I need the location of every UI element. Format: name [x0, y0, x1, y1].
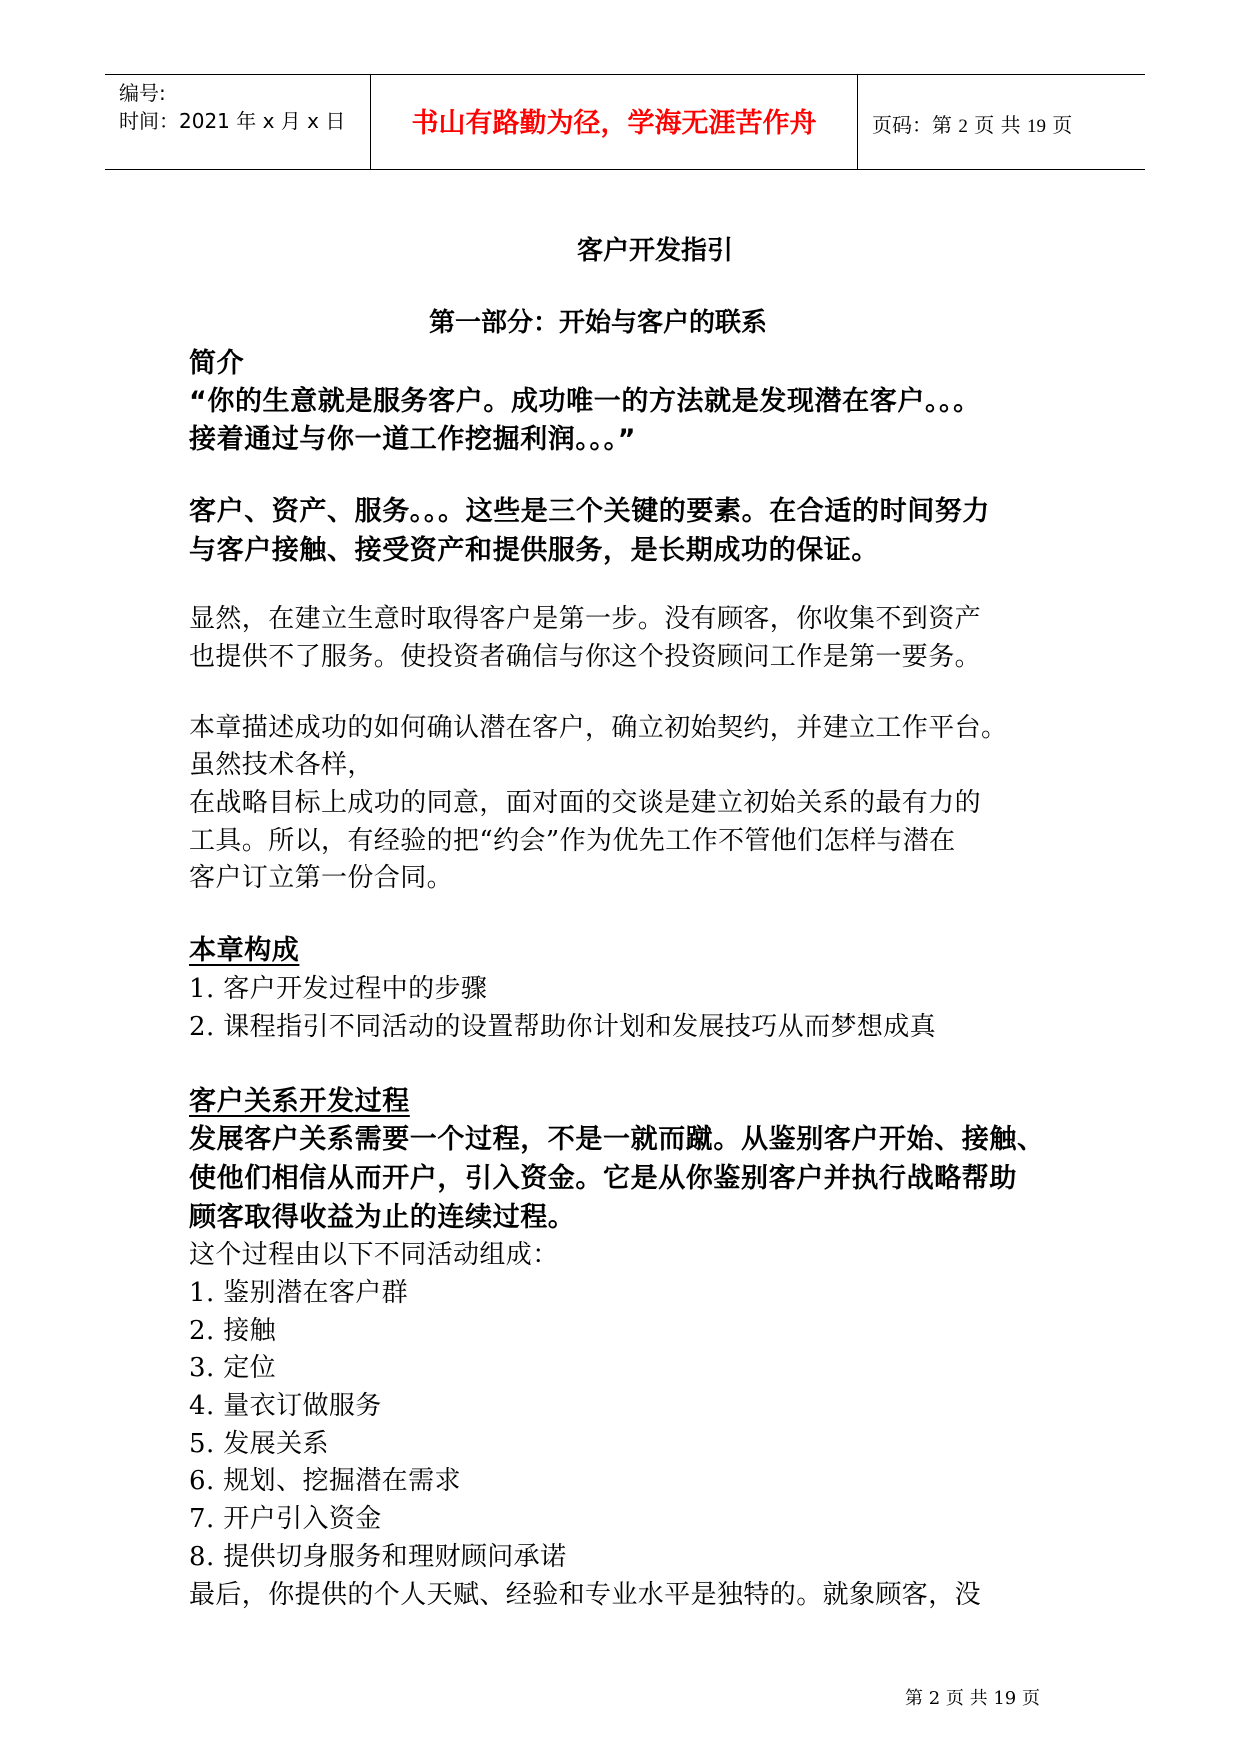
document-title: 客户开发指引: [577, 236, 734, 266]
document-time-label: 时间：2021 年 x 月 x 日: [119, 109, 346, 133]
chapter-item: 1. 客户开发过程中的步骤: [189, 974, 488, 1004]
process-item: 2. 接触: [189, 1316, 277, 1346]
process-intro: 这个过程由以下不同活动组成：: [189, 1240, 559, 1270]
process-bold-line-2: 使他们相信从而开户，引入资金。它是从你鉴别客户并执行战略帮助: [189, 1163, 1017, 1194]
chapter-item: 2. 课程指引不同活动的设置帮助你计划和发展技巧从而梦想成真: [189, 1012, 937, 1042]
part-title: 第一部分：开始与客户的联系: [429, 308, 768, 338]
page-header: [105, 74, 1145, 170]
process-item: 7. 开户引入资金: [189, 1504, 382, 1534]
header-motto-cell: [371, 75, 858, 169]
quote-line-2: 接着通过与你一道工作挖掘利润。。。”: [189, 424, 637, 455]
process-item: 6. 规划、挖掘潜在需求: [189, 1466, 461, 1496]
document-number-label: 编号:: [119, 81, 166, 105]
paragraph-2-line-1: 本章描述成功的如何确认潜在客户，确立初始契约，并建立工作平台。: [189, 713, 1008, 743]
header-page-cell: [858, 75, 1145, 169]
paragraph-1-line-1: 显然，在建立生意时取得客户是第一步。没有顾客，你收集不到资产: [189, 604, 982, 634]
header-info-cell: [105, 75, 371, 169]
chapter-heading: 本章构成: [189, 935, 300, 966]
process-item: 8. 提供切身服务和理财顾问承诺: [189, 1542, 567, 1572]
page-footer: 第 2 页 共 19 页: [905, 1688, 1040, 1709]
header-page-info: [872, 109, 1072, 138]
last-line: 最后，你提供的个人天赋、经验和专业水平是独特的。就象顾客，没: [189, 1580, 982, 1610]
paragraph-2-line-3: 在战略目标上成功的同意，面对面的交谈是建立初始关系的最有力的: [189, 788, 982, 818]
process-item: 3. 定位: [189, 1353, 277, 1383]
process-item: 1. 鉴别潜在客户群: [189, 1278, 409, 1308]
process-heading: 客户关系开发过程: [189, 1086, 410, 1117]
process-bold-line-3: 顾客取得收益为止的连续过程。: [189, 1202, 576, 1233]
key-elements-line-1: 客户、资产、服务。。。这些是三个关键的要素。在合适的时间努力: [189, 496, 990, 527]
key-elements-line-2: 与客户接触、接受资产和提供服务，是长期成功的保证。: [189, 535, 879, 566]
page-suffix: 页: [1045, 113, 1073, 137]
header-motto: 书山有路勤为径，学海无涯苦作舟: [411, 108, 817, 139]
quote-line-1: “你的生意就是服务客户。成功唯一的方法就是发现潜在客户。。。: [189, 386, 981, 417]
paragraph-1-line-2: 也提供不了服务。使投资者确信与你这个投资顾问工作是第一要务。: [189, 642, 982, 672]
process-item: 4. 量衣订做服务: [189, 1391, 382, 1421]
page-prefix: 页码：第: [872, 113, 959, 137]
process-bold-line-1: 发展客户关系需要一个过程，不是一就而蹴。从鉴别客户开始、接触、: [189, 1124, 1045, 1155]
intro-heading: 简介: [189, 348, 245, 379]
paragraph-2-line-2: 虽然技术各样，: [189, 750, 374, 780]
page-total: 19: [1026, 116, 1046, 137]
page-number: 2: [958, 116, 968, 137]
process-item: 5. 发展关系: [189, 1429, 329, 1459]
paragraph-2-line-5: 客户订立第一份合同。: [189, 863, 454, 893]
page-mid: 页 共: [967, 113, 1027, 137]
paragraph-2-line-4: 工具。所以，有经验的把“约会”作为优先工作不管他们怎样与潜在: [189, 826, 956, 856]
